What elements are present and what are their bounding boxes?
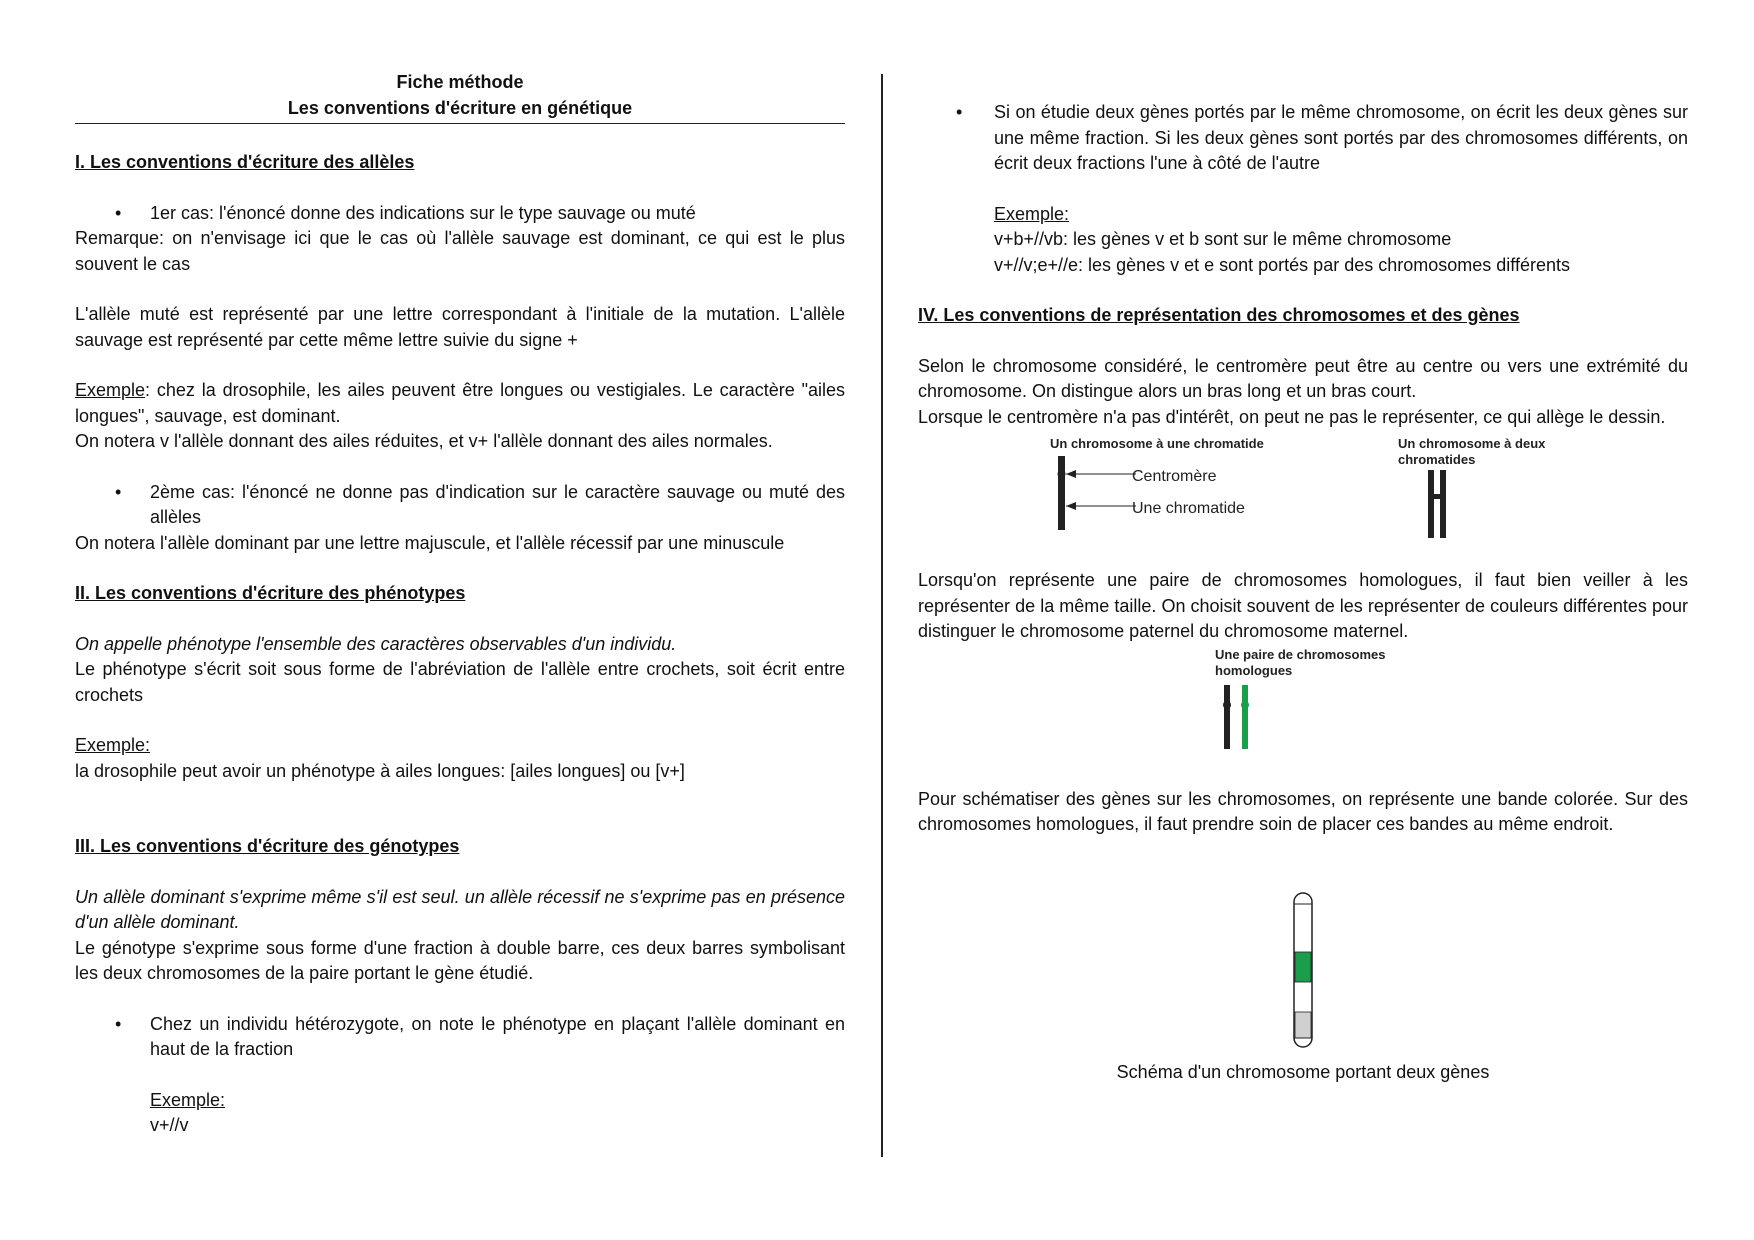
right-example-line-1: v+b+//vb: les gènes v et b sont sur le même chromosome	[994, 229, 1452, 249]
chromatid-right	[1440, 470, 1446, 538]
maternal-centromere	[1241, 701, 1249, 709]
homologous-pair-diagram	[1220, 685, 1260, 755]
right-example-label: Exemple:	[994, 203, 1070, 224]
gene-figure-caption: Schéma d'un chromosome portant deux gènes	[1116, 1061, 1490, 1082]
bullet-heterozygote	[75, 1012, 845, 1063]
chromosome-figure	[918, 430, 1688, 562]
section-1-heading: I. Les conventions d'écriture des allèles	[75, 152, 415, 172]
section-3-para: Le génotype s'exprime sous forme d'une fraction à double barre, ces deux barres symbolisant les deux chromosomes de la paire portant le gène étudié.	[75, 937, 845, 983]
paternal-chromosome	[1224, 685, 1230, 749]
centromere-dot	[1058, 470, 1066, 478]
bullet-1er-cas	[75, 201, 845, 227]
title-line-1: Fiche méthode	[396, 72, 524, 92]
chromosome-with-genes-diagram	[1292, 892, 1316, 1048]
centromere-link	[1433, 494, 1441, 499]
example-1	[75, 378, 845, 429]
fig2-label	[1398, 436, 1545, 468]
right-column	[918, 100, 1688, 1085]
remark: Remarque: on n'envisage ici que le cas où l'allèle sauvage est dominant, ce qui est le plus souvent le cas	[75, 228, 845, 274]
section-4-para-3: Lorsqu'on représente une paire de chromosomes homologues, il faut bien veiller à les représenter de la même taille. On choisit souvent de les représenter de couleurs différentes pour distinguer le chromosome paternel du chromosome maternel.	[918, 570, 1688, 641]
section-4-heading: IV. Les conventions de représentation des chromosomes et des gènes	[918, 305, 1520, 325]
section-3-example-label: Exemple:	[150, 1089, 226, 1110]
bullet-dot: •	[956, 102, 963, 122]
fig3-label-line-1: Une paire de chromosomes	[1215, 646, 1386, 662]
bullet-2eme-cas	[75, 480, 845, 531]
centromere-arrowhead	[1066, 470, 1076, 478]
section-2-para: Le phénotype s'écrit soit sous forme de l'abréviation de l'allèle entre crochets, soit écrit entre crochets	[75, 659, 845, 705]
section-2-italic: On appelle phénotype l'ensemble des caractères observables d'un individu.	[75, 633, 677, 654]
section-3-heading: III. Les conventions d'écriture des génotypes	[75, 836, 460, 856]
bullet-dot: •	[115, 202, 122, 223]
fig2-label-line-1: Un chromosome à deux	[1398, 436, 1546, 451]
example-1-label: Exemple	[75, 380, 146, 400]
bullet-2eme-cas-text: 2ème cas: l'énoncé ne donne pas d'indication sur le caractère sauvage ou muté des allèles	[150, 481, 845, 527]
fig1-chromatide-label: Une chromatide	[1132, 500, 1245, 517]
bullet-2-after: On notera l'allèle dominant par une lettre majuscule, et l'allèle récessif par une minuscule	[75, 532, 785, 553]
example-1-line-2: On notera v l'allèle donnant des ailes réduites, et v+ l'allèle donnant des ailes normales.	[75, 431, 773, 451]
section-2-heading: II. Les conventions d'écriture des phénotypes	[75, 583, 466, 603]
section-4-para-4: Pour schématiser des gènes sur les chromosomes, on représente une bande colorée. Sur des chromosomes homologues, il faut prendre soin de placer ces bandes au même endroit.	[918, 788, 1688, 834]
chromatid-arrowhead	[1066, 502, 1076, 510]
bullet-dot: •	[115, 1013, 122, 1034]
section-3-italic: Un allèle dominant s'exprime même s'il est seul. un allèle récessif ne s'exprime pas en présence d'un allèle dominant.	[75, 886, 845, 932]
gene-band-grey	[1295, 1012, 1311, 1038]
section-2-example-label: Exemple:	[75, 735, 151, 755]
section-2-example-text: la drosophile peut avoir un phénotype à ailes longues: [ailes longues] ou [v+]	[75, 760, 685, 781]
paternal-centromere	[1223, 701, 1231, 709]
page-title	[75, 70, 845, 121]
chromatid-bar	[1058, 456, 1065, 530]
gene-band-figure	[918, 838, 1688, 1050]
section-3-example-text: v+//v	[150, 1115, 189, 1135]
bullet-heterozygote-text: Chez un individu hétérozygote, on note le phénotype en plaçant l'allèle dominant en haut de la fraction	[150, 1013, 845, 1059]
fig3-label	[1215, 647, 1386, 679]
chromatid-left	[1428, 470, 1434, 538]
section-4-para-2: Lorsque le centromère n'a pas d'intérêt, on peut ne pas le représenter, ce qui allège le dessin.	[918, 406, 1666, 427]
homologous-pair-figure	[918, 645, 1688, 763]
title-line-2: Les conventions d'écriture en génétique	[287, 97, 633, 118]
right-example-line-2: v+//v;e+//e: les gènes v et e sont portés par des chromosomes différents	[994, 254, 1570, 275]
bullet-1er-cas-text: 1er cas: l'énoncé donne des indications sur le type sauvage ou muté	[150, 202, 696, 223]
column-divider	[881, 74, 883, 1157]
allele-para: L'allèle muté est représenté par une lettre correspondant à l'initiale de la mutation. L'allèle sauvage est représenté par cette même lettre suivie du signe +	[75, 304, 845, 350]
bullet-deux-genes-text: Si on étudie deux gènes portés par le même chromosome, on écrit les deux gènes sur une même fraction. Si les deux gènes sont portés par des chromosomes différents, on écrit deux fractions l'une à côté de l'autre	[994, 102, 1688, 173]
fig1-label: Un chromosome à une chromatide	[1050, 436, 1264, 451]
left-column	[75, 70, 845, 1139]
gene-band-green	[1295, 952, 1311, 982]
double-chromatid-diagram	[1426, 470, 1456, 544]
fig3-label-line-2: homologues	[1215, 662, 1293, 678]
section-4-para-1: Selon le chromosome considéré, le centromère peut être au centre ou vers une extrémité du chromosome. On distingue alors un bras long et un bras court.	[918, 355, 1688, 401]
fig1-centromere-label: Centromère	[1132, 468, 1217, 485]
bullet-dot: •	[115, 481, 122, 502]
fig2-label-line-2: chromatides	[1398, 452, 1476, 467]
maternal-chromosome	[1242, 685, 1248, 749]
bullet-deux-genes	[918, 100, 1688, 177]
example-1-text: : chez la drosophile, les ailes peuvent être longues ou vestigiales. Le caractère "ailes longues", sauvage, est dominant.	[75, 380, 845, 426]
